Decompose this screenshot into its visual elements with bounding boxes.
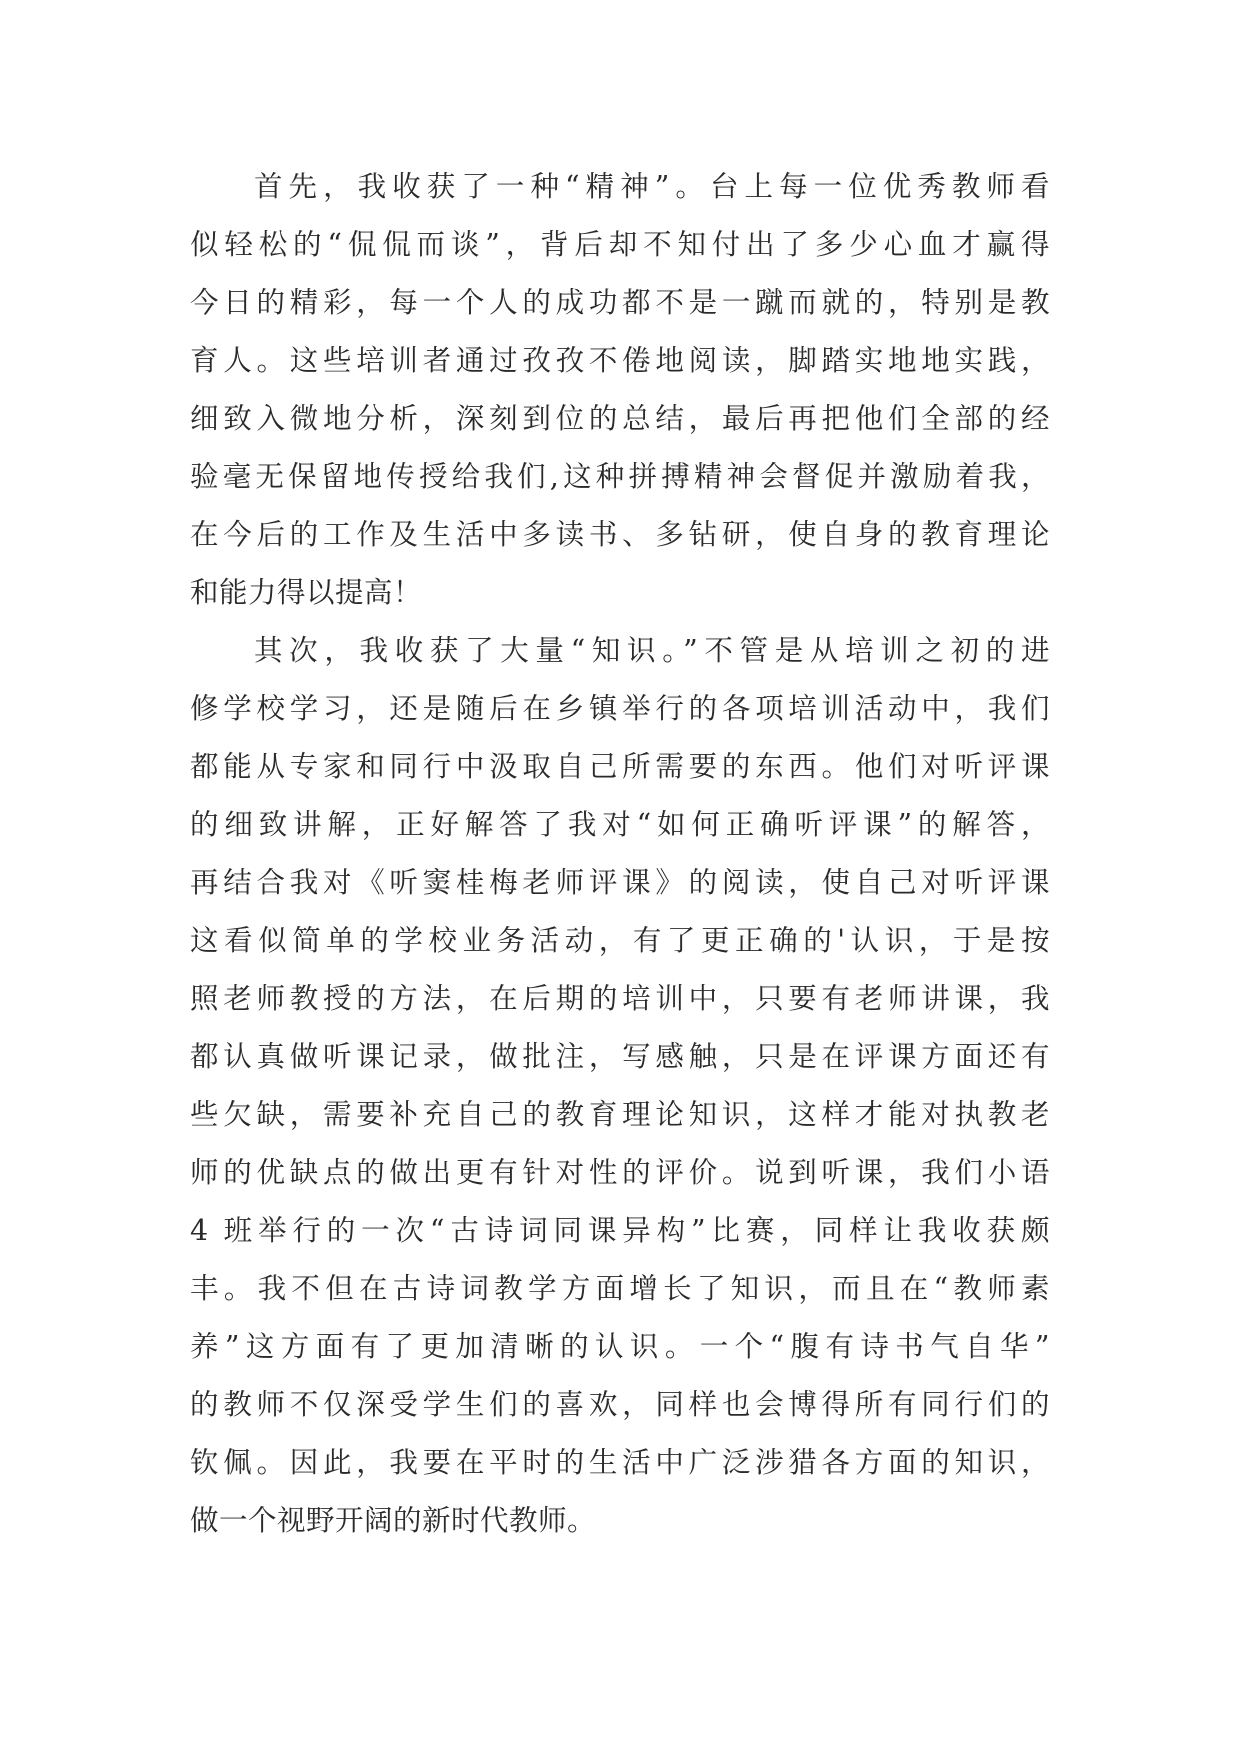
text-line: 在今后的工作及生活中多读书、多钻研，使自身的教育理论	[190, 518, 1050, 551]
text-line: 都能从专家和同行中汲取自己所需要的东西。他们对听评课	[190, 750, 1050, 783]
text-line: 今日的精彩，每一个人的成功都不是一蹴而就的，特别是教	[190, 286, 1050, 319]
text-line: 育人。这些培训者通过孜孜不倦地阅读，脚踏实地地实践，	[190, 344, 1050, 377]
text-line: 和能力得以提高！	[190, 576, 423, 609]
text-line: 丰。我不但在古诗词教学方面增长了知识，而且在“教师素	[190, 1272, 1050, 1305]
text-line: 这看似简单的学校业务活动，有了更正确的'认识，于是按	[190, 924, 1050, 957]
text-line: 照老师教授的方法，在后期的培训中，只要有老师讲课，我	[190, 982, 1050, 1015]
text-line: 其次，我收获了大量“知识。”不管是从培训之初的进	[254, 634, 1050, 667]
text-line: 再结合我对《听窦桂梅老师评课》的阅读，使自己对听评课	[190, 866, 1050, 899]
text-line: 些欠缺，需要补充自己的教育理论知识，这样才能对执教老	[190, 1098, 1050, 1131]
paragraph-knowledge	[190, 622, 1050, 1550]
text-line: 钦佩。因此，我要在平时的生活中广泛涉猎各方面的知识，	[190, 1446, 1050, 1479]
text-line: 4 班举行的一次“古诗词同课异构”比赛，同样让我收获颇	[190, 1214, 1050, 1247]
text-line: 细致入微地分析，深刻到位的总结，最后再把他们全部的经	[190, 402, 1050, 435]
text-line: 的教师不仅深受学生们的喜欢，同样也会博得所有同行们的	[190, 1388, 1050, 1421]
text-line: 都认真做听课记录，做批注，写感触，只是在评课方面还有	[190, 1040, 1050, 1073]
text-line: 似轻松的“侃侃而谈”，背后却不知付出了多少心血才赢得	[190, 228, 1050, 261]
text-line: 修学校学习，还是随后在乡镇举行的各项培训活动中，我们	[190, 692, 1050, 725]
text-line: 师的优缺点的做出更有针对性的评价。说到听课，我们小语	[190, 1156, 1050, 1189]
document-body	[190, 158, 1050, 1550]
text-line: 做一个视野开阔的新时代教师。	[190, 1504, 597, 1537]
text-line: 的细致讲解，正好解答了我对“如何正确听评课”的解答，	[190, 808, 1050, 841]
text-line: 首先，我收获了一种“精神”。台上每一位优秀教师看	[254, 170, 1050, 203]
paragraph-spirit	[190, 158, 1050, 622]
text-line: 养”这方面有了更加清晰的认识。一个“腹有诗书气自华”	[190, 1330, 1050, 1363]
text-line: 验毫无保留地传授给我们,这种拼搏精神会督促并激励着我，	[190, 460, 1050, 493]
